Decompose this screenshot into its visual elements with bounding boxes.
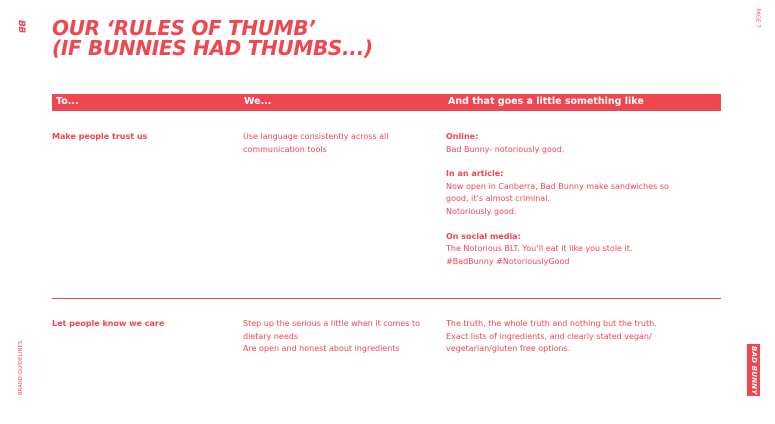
row1-examples: Online: Bad Bunny- notoriously good. In an article: Now open in Canberra, Bad Bunny make sandwiches so good, it’s almost criminal. Notoriously good. On social media: The Notorious BLT. You’ll eat it like you stole it. #BadBunny #NotoriouslyGood: [446, 132, 669, 266]
header-we: We...: [244, 96, 272, 107]
row-divider: [52, 298, 721, 299]
row2-to: Let people know we care: [52, 319, 165, 328]
row1-to: Make people trust us: [52, 132, 148, 141]
table-header: [52, 94, 721, 111]
page-title: [52, 18, 373, 58]
example-heading-online: Online:: [446, 132, 479, 141]
page-title-line-1: OUR ‘RULES OF THUMB’: [52, 16, 316, 40]
badge-text: BAD BUNNY: [750, 346, 758, 395]
row1-we: Use language consistently across all communication tools: [243, 132, 389, 154]
header-to: To...: [56, 96, 79, 107]
page-number-label: PAGE 7: [755, 8, 761, 28]
example-heading-social: On social media:: [446, 231, 521, 241]
row2-we: Step up the serious a little when it comes to dietary needs Are open and honest about ingredients: [243, 319, 421, 354]
brand-guidelines-label: BRAND GUIDELINES: [18, 340, 24, 395]
brand-logo-mark: BB: [16, 20, 26, 33]
row2-examples: The truth, the whole truth and nothing but the truth. Exact lists of ingredients, and clearly stated vegan/ vegetarian/gluten free options.: [446, 319, 657, 354]
example-heading-article: In an article:: [446, 169, 504, 179]
page-title-line-2: (IF BUNNIES HAD THUMBS...): [52, 36, 373, 60]
header-examples: And that goes a little something like: [448, 96, 644, 107]
bad-bunny-badge: [747, 344, 760, 396]
